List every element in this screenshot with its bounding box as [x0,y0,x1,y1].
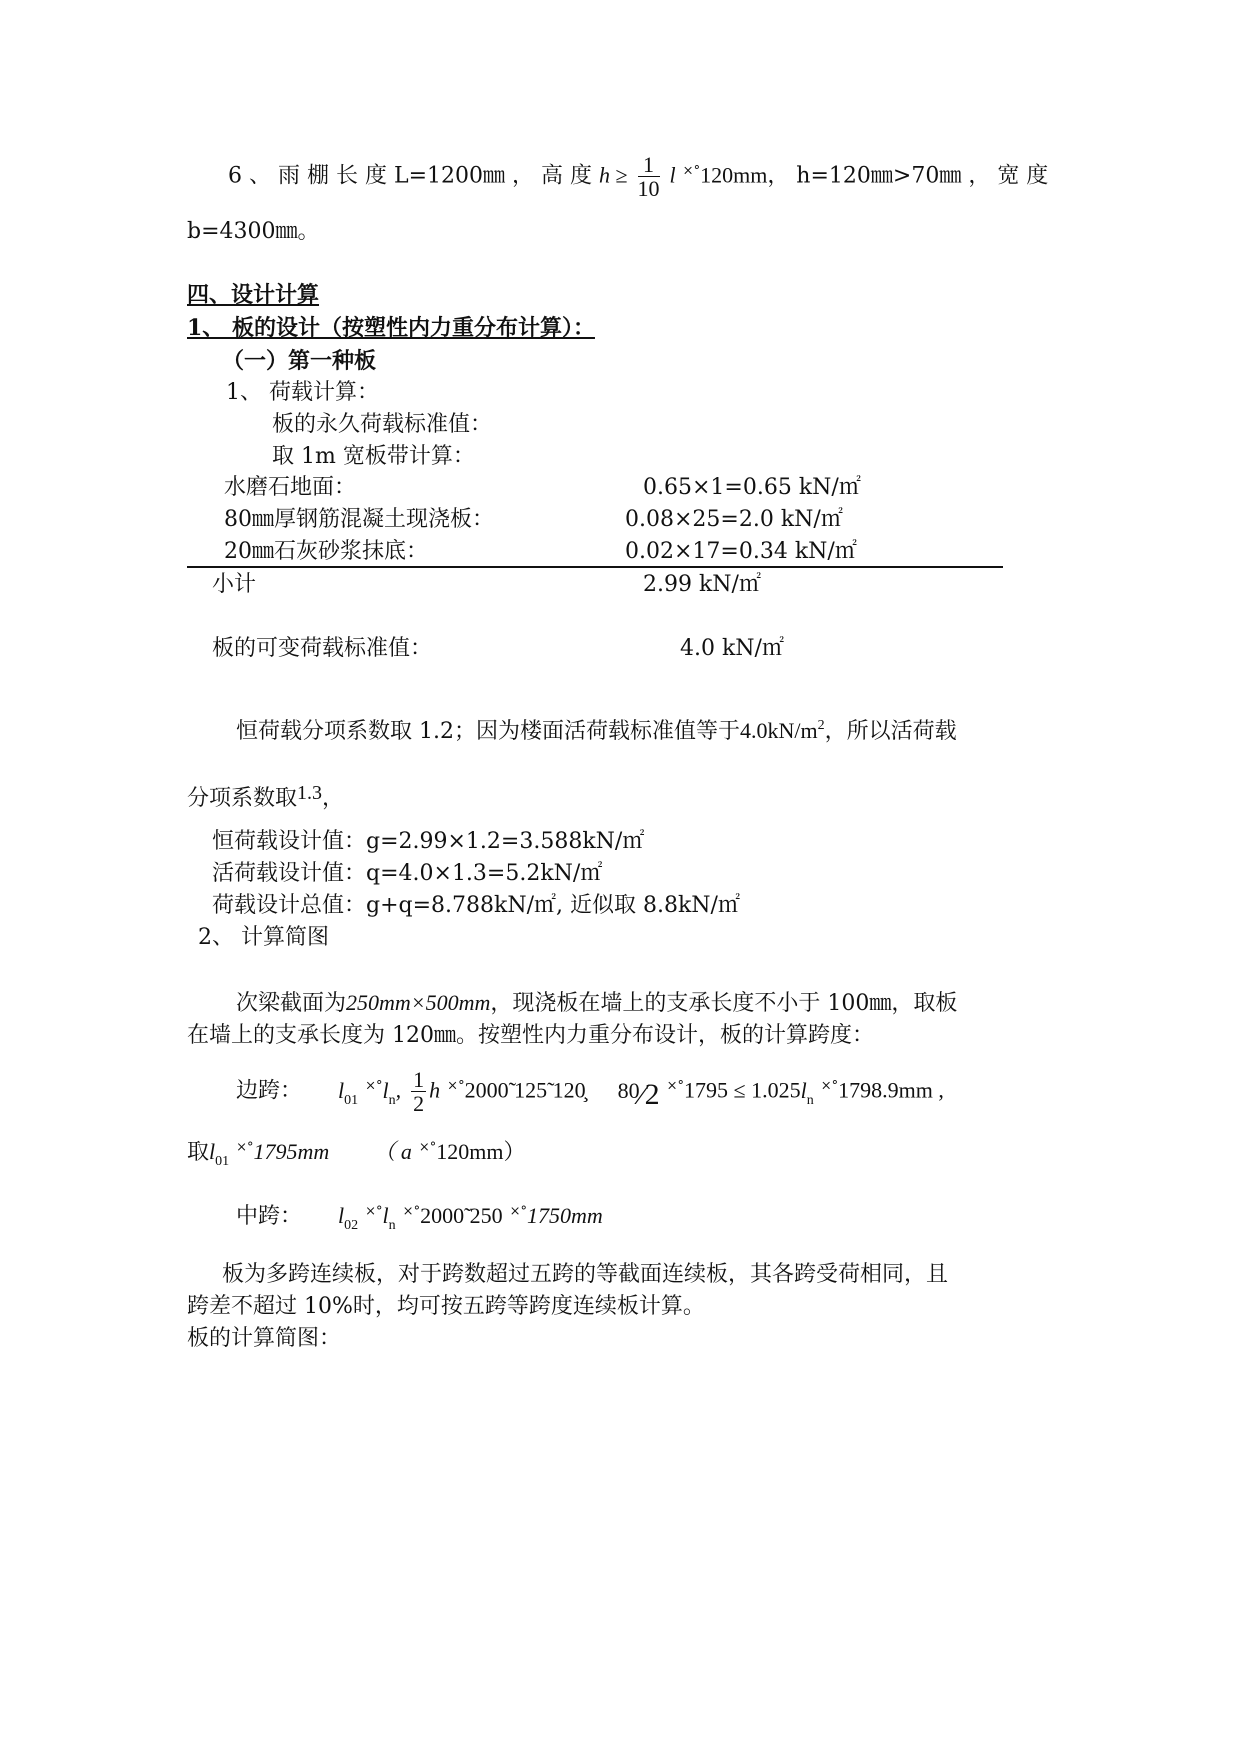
comma: , [395,1077,402,1103]
fraction-one-half [411,1068,426,1115]
unknown-glyph: ×° [236,1140,254,1155]
eighty-number: 80 [617,1077,640,1103]
beam-section-size: 250mm×500mm [346,990,491,1015]
variable-load-value: 4.0 kN/㎡ [680,636,784,661]
item-1-heading: 1、 荷载计算： [226,380,379,405]
ln-letter: l [382,1203,389,1228]
take-value-line [187,1139,525,1171]
subtotal-label: 小计 [212,572,257,597]
canopy-line-2: b=4300㎜。 [187,219,320,244]
load-row-value: 0.08×25=2.0 kN/㎡ [625,507,843,532]
live-load-exponent: 2 [817,718,825,733]
h-symbol: h [429,1077,441,1103]
l02-subscript: 02 [344,1218,359,1233]
unknown-glyph: ×° [418,1140,437,1155]
mid-span-formula [236,1203,603,1235]
load-row-label: 80㎜厚钢筋混凝土现浇板： [224,507,494,532]
over-two: ⁄2 [639,1077,660,1111]
canopy-text-suffix: ， h=120㎜>70㎜ ， 宽 度 [767,163,1049,189]
ln-symbol [382,1203,396,1233]
mid-span-values: 2000̃ 250 [420,1203,503,1228]
canopy-height-value: 120mm [700,162,768,188]
load-row-label: 20㎜石灰砂浆抹底： [224,539,428,564]
beam-text-a: 次梁截面为 [236,991,347,1016]
live-factor-value: 1.3 [297,782,323,804]
eighty-over-two [617,1077,660,1111]
ge-symbol: ≥ [609,162,628,188]
l01-symbol [338,1077,359,1108]
l02-letter: l [338,1203,345,1228]
beam-line-1 [236,990,957,1017]
l01-letter: l [209,1139,216,1164]
subsection-title: 1、 板的设计（按塑性内力重分布计算）： [187,315,595,341]
live-load-value [740,718,825,743]
unknown-glyph: ×° [666,1078,684,1094]
edge-span-values: 2000̃ 125̃ 120̧ [464,1077,586,1103]
strip-note: 取 1m 宽板带计算： [272,444,475,469]
mid-span-result: 1750mm [526,1203,603,1228]
load-row-value: 0.02×17=0.34 kN/㎡ [625,539,857,564]
edge-span-formula [236,1068,944,1115]
live-load-design: 活荷载设计值：q=4.0×1.3=5.2kN/㎡ [212,861,603,886]
edge-span-result: 1795 ≤ 1.025 [684,1077,801,1103]
subtotal-value: 2.99 kN/㎡ [643,572,761,597]
support-length-paren: （ a [373,1139,412,1164]
beam-text-b: ，现浇板在墙上的支承长度不小于 100㎜，取板 [490,991,958,1016]
factor-text-a: 恒荷载分项系数取 1.2；因为楼面活荷载标准值等于 [236,719,740,744]
take-prefix: 取 [187,1140,210,1165]
unknown-glyph: ×° [365,1078,383,1094]
closing-line-3: 板的计算简图： [187,1326,342,1351]
live-load-number: 4.0kN/m [739,718,818,743]
unknown-glyph: ×° [509,1204,527,1219]
ln-subscript: n [388,1092,396,1108]
permanent-load-title: 板的永久荷载标准值： [272,412,493,437]
factor-text-d: ， [322,786,345,811]
variable-load-label: 板的可变荷载标准值： [212,636,433,661]
ln-letter: l [382,1077,389,1103]
half-denominator: 2 [413,1091,425,1117]
beam-line-2: 在墙上的支承长度为 120㎜。按塑性内力重分布设计，板的计算跨度： [187,1023,874,1048]
support-length-value: 120mm） [436,1139,526,1164]
load-row-value: 0.65×1=0.65 kN/㎡ [643,475,861,500]
unknown-glyph: ×° [682,163,701,179]
ln-letter: l [800,1077,807,1103]
closing-line-2: 跨差不超过 10%时，均可按五跨等跨度连续板计算。 [187,1294,705,1319]
factor-line-2 [187,781,344,812]
l01-subscript: 01 [215,1154,230,1169]
factor-text-b: ，所以活荷载 [824,719,957,744]
take-value: 1795mm [253,1139,330,1164]
canopy-text-prefix: 6 、 雨 棚 长 度 L=1200㎜ ， 高 度 [228,163,592,189]
l01-subscript: 01 [344,1092,359,1108]
subsection-a-title: （一）第一种板 [222,348,377,374]
h-symbol: h [598,162,610,188]
total-load-design: 荷载设计总值：g+q=8.788kN/㎡, 近似取 8.8kN/㎡ [212,893,740,918]
canopy-line-1 [228,153,1048,200]
load-row-label: 水磨石地面： [224,475,357,500]
unknown-glyph: ×° [820,1078,839,1094]
unknown-glyph: ×° [447,1078,465,1094]
subtotal-rule [187,566,1003,568]
half-numerator: 1 [413,1067,425,1092]
ln-symbol [382,1077,396,1108]
edge-span-label: 边跨： [236,1078,303,1104]
frac-numerator: 1 [638,153,660,177]
section-title: 四、设计计算 [187,282,320,308]
dead-load-design: 恒荷载设计值：g=2.99×1.2=3.588kN/㎡ [212,829,645,854]
item-2-heading: 2、 计算简图 [198,925,329,950]
fraction-one-tenth [638,153,660,200]
unknown-glyph: ×° [402,1204,421,1219]
factor-line-1 [236,718,957,745]
closing-line-1: 板为多跨连续板，对于跨数超过五跨的等截面连续板，其各跨受荷相同，且 [222,1262,949,1287]
unknown-glyph: ×° [365,1204,383,1219]
mid-span-label: 中跨： [236,1204,303,1229]
ln-subscript: n [806,1092,814,1108]
frac-denominator: 10 [637,176,660,202]
edge-span-final: 1798.9mm , [838,1077,944,1103]
ln-symbol [800,1077,814,1108]
l01-letter: l [338,1077,345,1103]
l-symbol: l [669,162,676,188]
l01-symbol [209,1139,230,1169]
ln-subscript: n [388,1218,396,1233]
factor-text-c: 分项系数取 [187,786,298,811]
l02-symbol [338,1203,359,1233]
